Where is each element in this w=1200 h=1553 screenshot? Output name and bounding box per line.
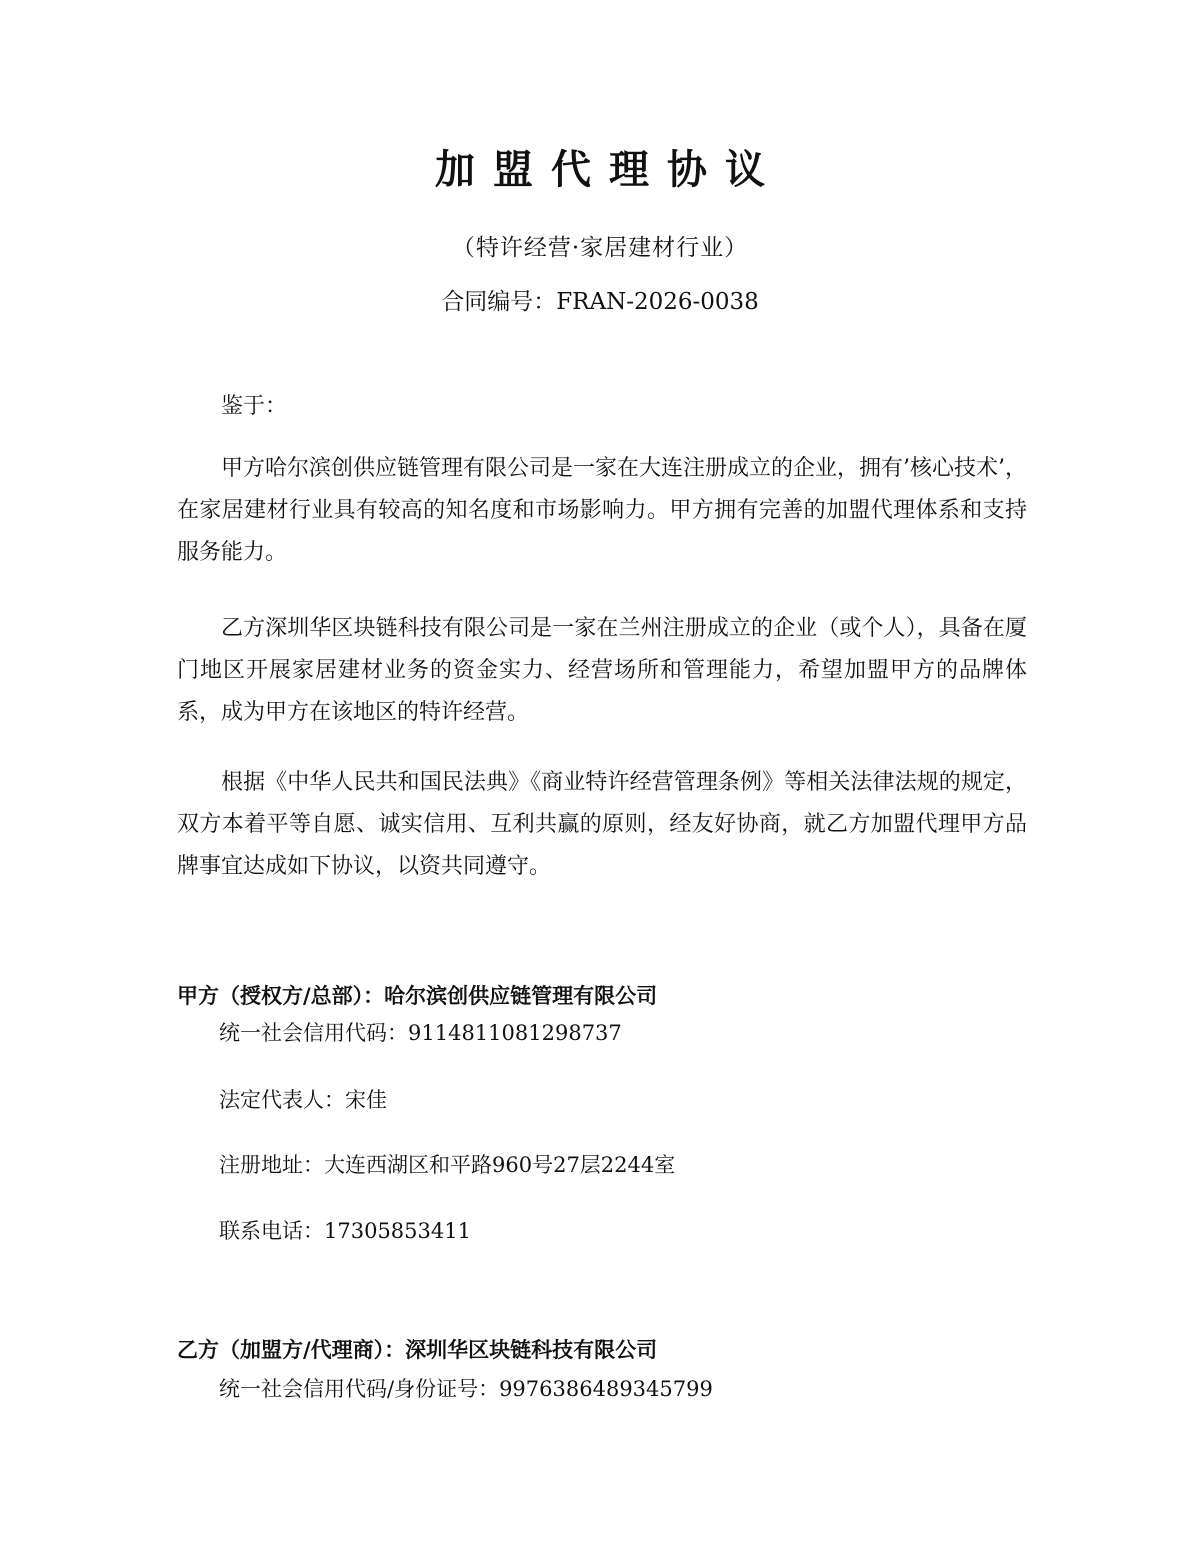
recital-paragraph-party-a: 甲方哈尔滨创供应链管理有限公司是一家在大连注册成立的企业，拥有’核心技术’，在家居建材行业具有较高的知名度和市场影响力。甲方拥有完善的加盟代理体系和支持服务能力。 [177,456,1027,565]
party-a-credit-code: 统一社会信用代码：9114811081298737 [219,1021,622,1045]
contract-number-value: FRAN-2026-0038 [556,289,759,315]
recital-paragraph-party-b: 乙方深圳华区块链科技有限公司是一家在兰州注册成立的企业（或个人），具备在厦门地区开展家居建材业务的资金实力、经营场所和管理能力，希望加盟甲方的品牌体系，成为甲方在该地区的特许经营。 [177,616,1027,725]
document-title: 加盟代理协议 [435,147,783,193]
whereas-heading: 鉴于： [221,394,288,419]
party-b-credit-code: 统一社会信用代码/身份证号：9976386489345799 [219,1377,713,1401]
recital-paragraph-legal-basis: 根据《中华人民共和国民法典》《商业特许经营管理条例》等相关法律法规的规定，双方本着平等自愿、诚实信用、互利共赢的原则，经友好协商，就乙方加盟代理甲方品牌事宜达成如下协议，以资共同遵守。 [177,770,1027,879]
party-a-heading: 甲方（授权方/总部）：哈尔滨创供应链管理有限公司 [177,984,658,1008]
party-a-registered-address: 注册地址：大连西湖区和平路960号27层2244室 [219,1153,676,1177]
party-b-heading: 乙方（加盟方/代理商）：深圳华区块链科技有限公司 [177,1338,658,1362]
contract-number-label: 合同编号： [441,289,557,315]
document-subtitle: （特许经营·家居建材行业） [451,235,749,261]
party-a-legal-representative: 法定代表人：宋佳 [219,1088,387,1112]
party-a-phone: 联系电话：17305853411 [219,1219,471,1243]
contract-number [0,282,1200,322]
